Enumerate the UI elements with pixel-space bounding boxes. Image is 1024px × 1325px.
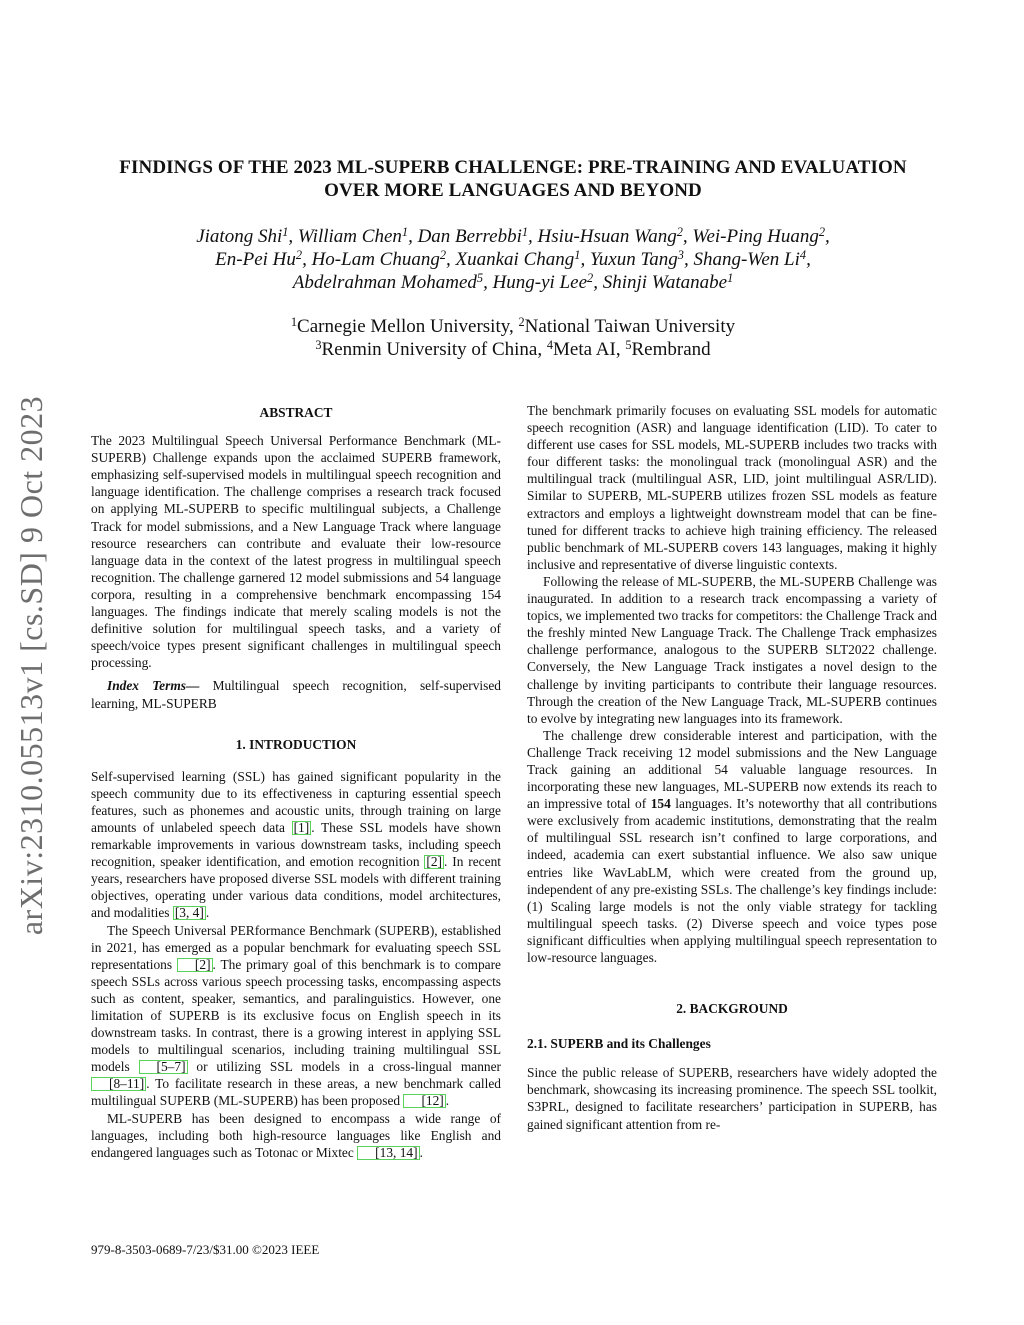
affiliation-number: 3	[315, 338, 322, 353]
affiliation-number: 4	[546, 338, 554, 353]
author-affiliation-mark: 2	[439, 248, 447, 263]
author-name: Hung-yi Lee	[492, 272, 588, 293]
intro-paragraph-2	[91, 922, 501, 1110]
author-name: Jiatong Shi	[196, 226, 283, 247]
paragraph-text: .	[445, 1093, 450, 1109]
author-separator: ,	[825, 226, 830, 247]
affiliation-number: 2	[518, 315, 525, 330]
intro-paragraph-3	[91, 1110, 501, 1161]
citation-link[interactable]: [13, 14]	[357, 1146, 419, 1160]
author-line-2	[130, 248, 896, 271]
subsection-heading: 2.1. SUPERB and its Challenges	[527, 1036, 711, 1052]
affiliation-separator: ,	[615, 339, 626, 360]
right-paragraph-2: Following the release of ML-SUPERB, the ML-SUPERB Challenge was inaugurated. In addition to a research track encompassing a variety of topics, we implemented two tracks for competitors: the Challenge Track and the freshly minted New Language Track. The Challenge Track emphasizes challenge performance, analogous to the SUPERB SLT2022 challenge. Conversely, the New Language Track instigates a novel design to the challenge by inviting participants to contribute their language resources. Through the creation of the New Language Track, ML-SUPERB continues to evolve by integrating new languages into its framework.	[527, 573, 937, 726]
intro-paragraph-1	[91, 768, 501, 922]
language-count: 154	[650, 796, 671, 812]
index-terms-label: Index Terms—	[107, 678, 200, 694]
abstract-text: The 2023 Multilingual Speech Universal Performance Benchmark (ML-SUPERB) Challenge expands upon the acclaimed SUPERB framework, emphasizing self-supervised models in multilingual speech recognition and language identification. The challenge comprises a research track focused on applying ML-SUPERB to specific multilingual subjects, a Challenge Track for model submissions, and a New Language Track where language resource researchers can contribute and evaluate their low-resource language data in the context of the latest progress in multilingual speech recognition. The challenge garnered 12 model submissions and 54 language corpora, resulting in a comprehensive benchmark encompassing 154 languages. The findings indicate that merely scaling models is not the definitive solution for multilingual speech tasks, and a variety of speech/voice types present significant challenges in multilingual speech processing.	[91, 433, 501, 671]
affiliation-name: Carnegie Mellon University	[297, 316, 509, 337]
citation-link[interactable]: [5–7]	[139, 1060, 188, 1074]
author-affiliation-mark: 1	[727, 271, 734, 286]
affiliation-line-1	[160, 315, 866, 338]
background-heading: 2. BACKGROUND	[676, 1001, 788, 1017]
index-terms-text: Multilingual speech recognition, self-supervised learning, ML-SUPERB	[91, 678, 502, 711]
affiliation-number: 5	[625, 338, 632, 353]
author-affiliation-mark: 3	[677, 248, 684, 263]
author-affiliation-mark: 2	[587, 271, 594, 286]
author-name: Xuankai Chang	[455, 249, 575, 270]
right-paragraph-3	[527, 727, 937, 966]
author-separator: ,	[528, 226, 538, 247]
citation-link[interactable]: [2]	[426, 854, 443, 870]
author-separator: ,	[302, 249, 312, 270]
affiliation-separator: ,	[509, 316, 519, 337]
right-paragraph-1: The benchmark primarily focuses on evaluating SSL models for automatic speech recognition (ASR) and language identification (LID). To cater to different use cases for SSL models, ML-SUPERB includes two tracks with four different tasks: the monolingual track (monolingual ASR) and the multilingual track (multilingual ASR, LID, joint multilingual ASR/LID). Similar to SUPERB, ML-SUPERB utilizes frozen SSL models as feature extractors and employs a lightweight downstream model that can be fine-tuned for different tracks to achieve high training efficiency. The released public benchmark of ML-SUPERB covers 143 languages, making it highly inclusive and representative of diverse linguistic contexts.	[527, 403, 937, 572]
copyright-footer: 979-8-3503-0689-7/23/$31.00 ©2023 IEEE	[91, 1242, 320, 1257]
arxiv-sidebar	[0, 370, 64, 960]
paragraph-text: The challenge drew considerable interest and participation, with the Challenge Track receiving 12 model submissions and the New Language Track gaining an additional 54 valuable language resources. In incorporating these new languages, ML-SUPERB now extends its reach to an impressive total of	[527, 727, 937, 812]
author-name: Abdelrahman Mohamed	[292, 272, 477, 293]
author-name: William Chen	[297, 226, 402, 247]
author-separator: ,	[408, 226, 418, 247]
citation-link[interactable]: [3, 4]	[174, 905, 204, 921]
paragraph-text: or utilizing SSL models in a cross-lingual manner	[187, 1059, 501, 1075]
author-name: Shinji Watanabe	[602, 272, 728, 293]
author-separator: ,	[593, 272, 603, 293]
paragraph-text: . The primary goal of this benchmark is to compare speech SSLs across various speech processing tasks, encompassing aspects such as content, speaker, semantics, and paralinguistics. However, one limitation of SUPERB is its exclusive focus on English speech in its downstream tasks. In contrast, there is a growing interest in applying SSL models to multilingual scenarios, including training multilingual SSL models	[91, 956, 502, 1075]
author-separator: ,	[483, 272, 493, 293]
author-affiliation-mark: 5	[476, 271, 484, 286]
paragraph-text: The Speech Universal PERformance Benchmark (SUPERB), established in 2021, has emerged as a popular benchmark for evaluating speech SSL representations	[91, 922, 501, 972]
author-separator: ,	[806, 249, 811, 270]
index-terms	[91, 677, 501, 711]
author-separator: ,	[580, 249, 590, 270]
affiliation-separator: ,	[537, 339, 547, 360]
citation-link[interactable]: [1]	[293, 819, 310, 835]
author-line-3	[130, 271, 896, 294]
author-affiliation-mark: 1	[401, 225, 409, 240]
paragraph-text: languages. It’s noteworthy that all contributions were exclusively from academic institutions, demonstrating that the realm of multilingual SSL research isn’t confined to large corporations, and indeed, academia can exert substantial influence. We also saw unique entries like WavLabLM, which were created from the ground up, independent of any pre-existing SSLs. The challenge’s key findings include: (1) Scaling large models is not the only viable strategy for tackling multilingual speech tasks. (2) Diverse speech and voice types pose significant difficulties when applying multilingual speech representation to low-resource languages.	[527, 796, 938, 965]
author-name: Dan Berrebbi	[417, 226, 522, 247]
paragraph-text: .	[205, 905, 210, 921]
citation-link[interactable]: [12]	[403, 1094, 445, 1108]
paragraph-text: . In recent years, researchers have proposed diverse SSL models with different training objectives, operating under various data conditions, model architectures, and modalities	[91, 854, 501, 921]
affiliation-name: National Taiwan University	[524, 316, 736, 337]
affiliation-name: Renmin University of China	[321, 339, 538, 360]
citation-link[interactable]: [2]	[177, 958, 213, 972]
paper-title	[90, 156, 936, 202]
author-affiliation-mark: 2	[295, 248, 303, 263]
author-affiliation-mark: 1	[521, 225, 529, 240]
affiliation-line-2	[160, 338, 866, 361]
arxiv-identifier: arXiv:2310.05513v1 [cs.SD] 9 Oct 2023	[13, 395, 50, 935]
author-list	[130, 225, 896, 294]
left-column	[91, 402, 501, 1161]
paragraph-text: . To facilitate research in these areas, a new benchmark called multilingual SUPERB (ML-SUPERB) has been proposed	[91, 1076, 501, 1109]
right-paragraph-4: Since the public release of SUPERB, researchers have widely adopted the benchmark, showcasing its increasing prominence. The speech SSL toolkit, S3PRL, designed to facilitate researchers’ participation in SUPERB, has gained significant attention from re-	[527, 1065, 937, 1132]
author-name: Wei-Ping Huang	[692, 226, 819, 247]
introduction-heading: 1. INTRODUCTION	[235, 736, 357, 752]
citation-link[interactable]: [8–11]	[91, 1077, 146, 1091]
affiliation-name: Rembrand	[631, 339, 711, 360]
paragraph-text: . These SSL models have shown remarkable improvements in various downstream tasks, including speech recognition, speaker identification, and emotion recognition	[91, 819, 501, 870]
affiliation-number: 1	[290, 315, 298, 330]
author-separator: ,	[446, 249, 456, 270]
affiliation-name: Meta AI	[553, 339, 616, 360]
right-column	[527, 402, 937, 1133]
abstract-heading: ABSTRACT	[259, 405, 333, 420]
title-line-2: OVER MORE LANGUAGES AND BEYOND	[324, 180, 702, 201]
author-line-1	[130, 225, 896, 248]
author-separator: ,	[683, 249, 694, 270]
author-name: En-Pei Hu	[215, 249, 296, 270]
author-affiliation-mark: 1	[282, 225, 289, 240]
paragraph-text: ML-SUPERB has been designed to encompass a wide range of languages, including both high-resource languages like English and endangered languages such as Totonac or Mixtec	[91, 1110, 501, 1160]
paragraph-text: Self-supervised learning (SSL) has gained significant popularity in the speech community due to its effectiveness in capturing essential speech features, such as phonemes and acoustic units, through training on large amounts of unlabeled speech data	[91, 768, 501, 835]
paragraph-text: .	[419, 1144, 423, 1160]
affiliation-list	[160, 315, 866, 361]
title-line-1: FINDINGS OF THE 2023 ML-SUPERB CHALLENGE: PRE-TRAINING AND EVALUATION	[119, 157, 907, 178]
author-name: Yuxun Tang	[589, 249, 678, 270]
author-affiliation-mark: 4	[799, 248, 807, 263]
author-separator: ,	[288, 226, 298, 247]
author-name: Ho-Lam Chuang	[311, 249, 440, 270]
author-affiliation-mark: 2	[818, 225, 826, 240]
author-separator: ,	[682, 226, 693, 247]
author-affiliation-mark: 1	[574, 248, 581, 263]
author-name: Shang-Wen Li	[693, 249, 800, 270]
author-affiliation-mark: 2	[676, 225, 683, 240]
author-name: Hsiu-Hsuan Wang	[537, 226, 677, 247]
